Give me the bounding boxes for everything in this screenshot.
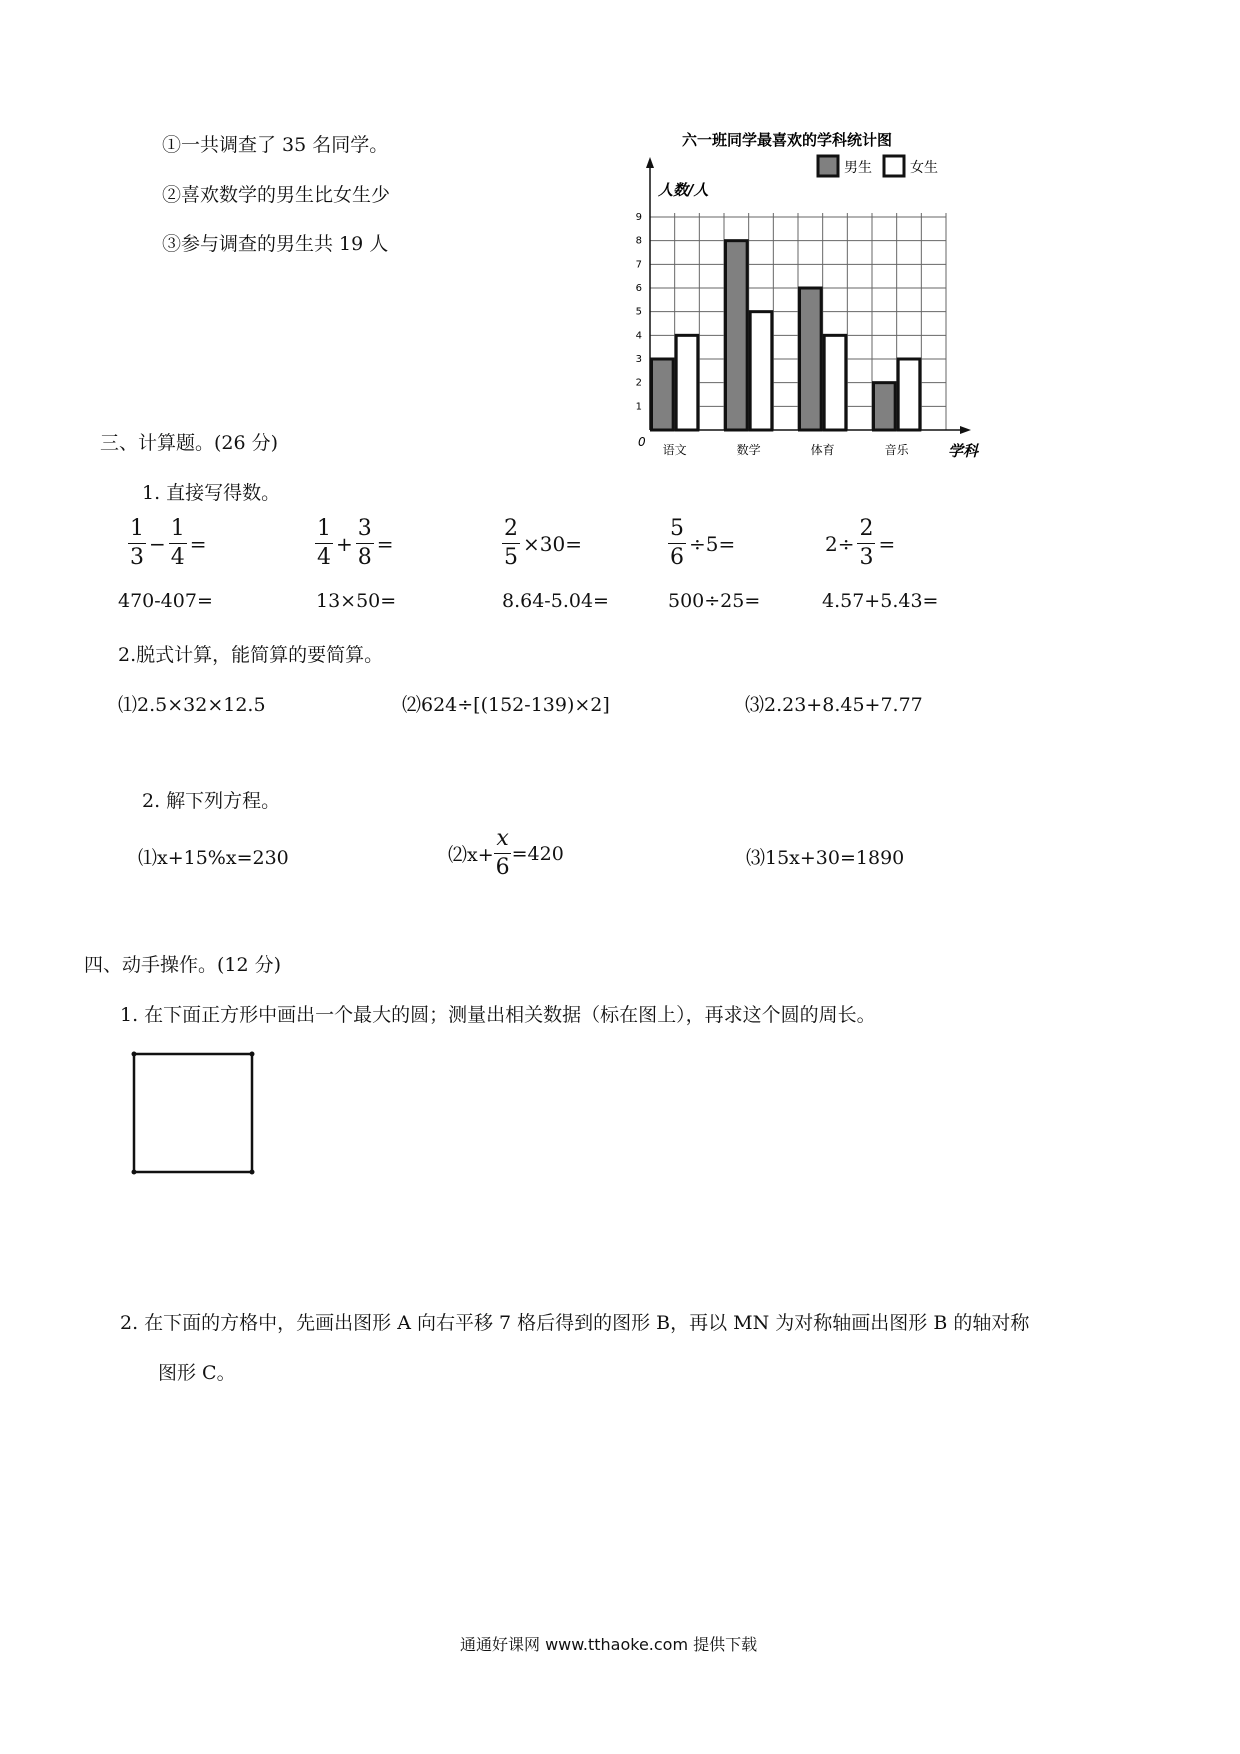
y-tick-label: 7 (635, 259, 642, 271)
y-tick-label: 8 (635, 235, 642, 247)
square-figure (128, 1048, 258, 1178)
y-tick-label: 9 (635, 212, 642, 223)
corner-dot (250, 1052, 255, 1057)
legend-swatch (818, 156, 838, 176)
fraction: $\frac{1}{4}$ (170, 516, 185, 570)
x-axis-arrow (960, 426, 971, 434)
x-tick-label: 语文 (662, 443, 687, 457)
square (134, 1054, 252, 1172)
legend-label: 女生 (910, 160, 938, 176)
s4-q2-line1: 2. 在下面的方格中，先画出图形 A 向右平移 7 格后得到的图形 B，再以 MN 为对称轴画出图形 B 的轴对称 (120, 1312, 1030, 1334)
y-tick-label: 1 (635, 401, 642, 413)
operator: − (149, 531, 166, 556)
expression-tail: ÷5= (689, 531, 736, 556)
mental-calc-4 (668, 518, 738, 569)
fraction: $\frac{2}{3}$ (859, 516, 874, 570)
footer: 通通好课网 www.tthaoke.com 提供下载 (460, 1635, 758, 1654)
mental-calc-2 (315, 518, 397, 569)
legend-swatch (884, 156, 904, 176)
x-axis-label: 学科 (947, 442, 978, 460)
bar-chart (590, 125, 990, 465)
x-tick-label: 体育 (810, 443, 835, 457)
mental-calc-7: 13×50= (316, 590, 397, 612)
chart-title: 六一班同学最喜欢的学科统计图 (681, 131, 893, 149)
equals: = (376, 531, 394, 556)
bar-boys (726, 241, 748, 430)
bar-girls (898, 359, 920, 430)
bar-girls (676, 335, 698, 430)
equation-1: ⑴x+15%x=230 (138, 847, 289, 869)
q2-title: 2.脱式计算，能简算的要简算。 (118, 644, 384, 666)
equals: = (189, 531, 207, 556)
bar-girls (750, 312, 772, 430)
corner-dot (250, 1170, 255, 1175)
mental-calc-8: 8.64-5.04= (502, 590, 609, 612)
mental-calc-1 (128, 518, 210, 569)
equals: = (878, 531, 896, 556)
q2-item-2: ⑵624÷[(152-139)×2] (402, 694, 610, 716)
equation-3: ⑶15x+30=1890 (746, 847, 905, 869)
statement-3: ③参与调查的男生共 19 人 (162, 233, 389, 255)
y-tick-label: 2 (635, 377, 642, 389)
y-tick-label: 3 (635, 354, 642, 365)
mental-calc-10: 4.57+5.43= (822, 590, 939, 612)
bar-boys (874, 383, 896, 430)
expression-head: 2÷ (825, 531, 855, 556)
fraction: $\frac{5}{6}$ (670, 516, 684, 570)
origin-label: 0 (638, 435, 646, 449)
fraction: $\frac{1}{3}$ (130, 516, 144, 570)
s4-q2-line2: 图形 C。 (158, 1362, 236, 1384)
section4-title: 四、动手操作。(12 分) (84, 954, 282, 976)
legend-label: 男生 (844, 160, 872, 176)
statement-1: ①一共调查了 35 名同学。 (162, 134, 389, 156)
bar-boys (652, 359, 674, 430)
mental-calc-5 (822, 518, 898, 569)
expression-tail: ×30= (523, 531, 582, 556)
fraction: $\frac{3}{8}$ (357, 516, 372, 570)
s4-q1: 1. 在下面正方形中画出一个最大的圆；测量出相关数据（标在图上），再求这个圆的周长。 (120, 1004, 876, 1026)
fraction: $\frac{2}{5}$ (504, 516, 518, 570)
q1-title: 1. 直接写得数。 (142, 482, 281, 504)
y-tick-label: 4 (635, 330, 642, 342)
q3-title: 2. 解下列方程。 (142, 790, 281, 812)
fraction: $\frac{x}{6}$ (495, 826, 510, 880)
q2-item-1: ⑴2.5×32×12.5 (118, 694, 266, 716)
mental-calc-9: 500÷25= (668, 590, 761, 612)
corner-dot (132, 1170, 137, 1175)
equation-tail: =420 (511, 842, 564, 865)
equation-2 (448, 828, 564, 879)
mental-calc-6: 470-407= (118, 590, 213, 612)
equation-head: ⑵x+ (448, 844, 494, 866)
bar-boys (800, 288, 822, 430)
q2-item-3: ⑶2.23+8.45+7.77 (745, 694, 923, 716)
x-tick-label: 数学 (736, 443, 761, 457)
y-tick-label: 5 (635, 306, 642, 318)
bar-girls (824, 335, 846, 430)
y-tick-label: 6 (635, 283, 642, 294)
chart-legend (818, 156, 938, 176)
corner-dot (132, 1052, 137, 1057)
fraction: $\frac{1}{4}$ (317, 516, 331, 570)
statement-2: ②喜欢数学的男生比女生少 (162, 184, 391, 206)
section3-title: 三、计算题。(26 分) (100, 432, 279, 454)
mental-calc-3 (502, 518, 585, 569)
operator: + (336, 531, 353, 556)
x-tick-label: 音乐 (884, 443, 909, 457)
y-axis-arrow (646, 157, 654, 168)
y-axis-label: 人数/人 (658, 181, 709, 199)
